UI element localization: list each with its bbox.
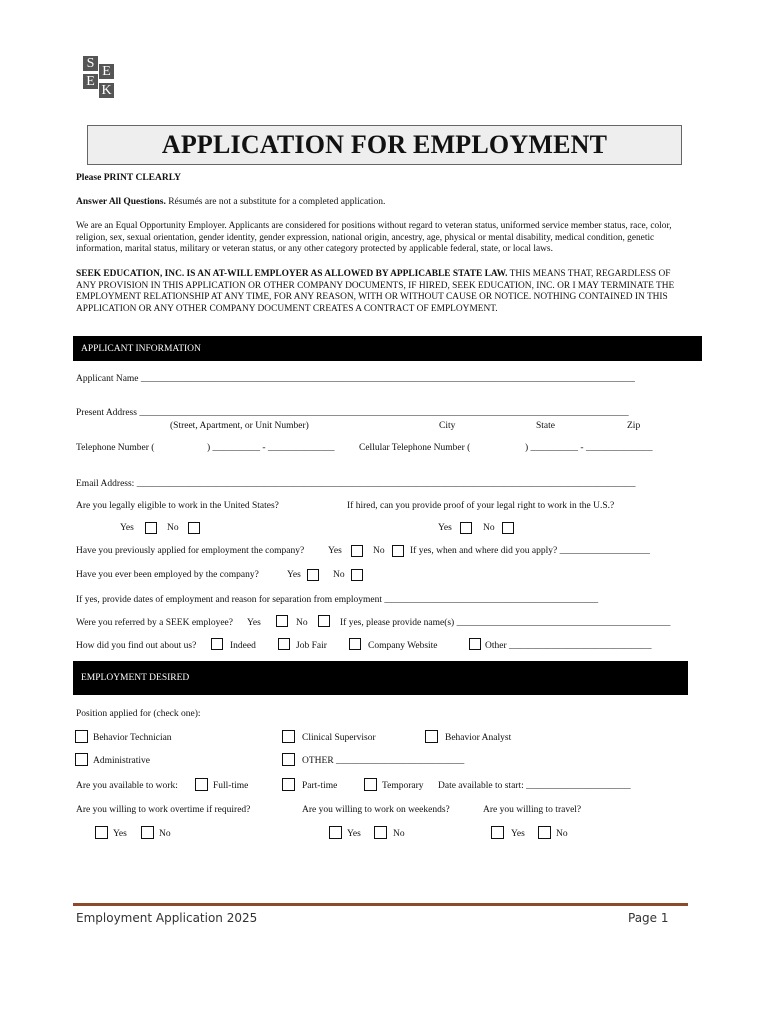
position-question: Position applied for (check one): [76,709,201,719]
company-website-checkbox[interactable] [349,638,361,650]
indeed-checkbox[interactable] [211,638,223,650]
weekends-question: Are you willing to work on weekends? [302,805,450,815]
zip-hint: Zip [627,421,641,431]
logo-letter: E [83,74,98,89]
answer-all-note [76,196,385,208]
telephone-label: Telephone Number ( [76,443,155,453]
clinical-supervisor-label: Clinical Supervisor [302,733,376,743]
answer-all-bold: Answer All Questions. [76,197,166,207]
temporary-checkbox[interactable] [364,778,377,791]
behavior-technician-label: Behavior Technician [93,733,172,743]
weekends-yes-label: Yes [347,829,361,839]
email-field[interactable]: Email Address: _________________________________________________________________________________________________________ [76,479,636,489]
jobfair-checkbox[interactable] [278,638,290,650]
logo-letter: E [99,64,114,79]
previously-yes-checkbox[interactable] [351,545,363,557]
availability-question: Are you available to work: [76,781,178,791]
eligible-yes-checkbox[interactable] [145,522,157,534]
referred-yes-label: Yes [247,618,261,628]
applicant-info-header [73,336,702,361]
weekends-yes-checkbox[interactable] [329,826,342,839]
present-address-field[interactable]: Present Address _______________________________________________________________________________________________________ [76,408,629,418]
previously-no-label: No [373,546,385,556]
proof-yes-label: Yes [438,523,452,533]
section-title: EMPLOYMENT DESIRED [81,673,190,683]
title-box [87,125,682,165]
eligible-yes-label: Yes [120,523,134,533]
travel-yes-label: Yes [511,829,525,839]
employed-yes-label: Yes [287,570,301,580]
proof-no-label: No [483,523,495,533]
section-title: APPLICANT INFORMATION [81,343,201,354]
employed-yes-checkbox[interactable] [307,569,319,581]
administrative-checkbox[interactable] [75,753,88,766]
full-time-checkbox[interactable] [195,778,208,791]
part-time-label: Part-time [302,781,338,791]
state-hint: State [536,421,555,431]
previously-applied-question: Have you previously applied for employment the company? [76,546,305,556]
eligible-question: Are you legally eligible to work in the United States? [76,501,279,511]
travel-no-checkbox[interactable] [538,826,551,839]
administrative-label: Administrative [93,756,150,766]
at-will-rest: THIS MEANS THAT, REGARDLESS OF ANY PROVISION IN THIS APPLICATION OR OTHER COMPANY DOCUMENTS, IF HIRED, SEEK EDUCATION, INC. OR I MAY TERMINATE THE EMPLOYMENT RELATIONSHIP AT ANY TIME, FOR ANY REASON, WITH OR WITHOUT CAUSE OR NOTICE. NOTHING CONTAINED IN THIS APPLICATION OR ANY OTHER COMPANY DOCUMENT CREATES A CONTRACT OF EMPLOYMENT. [76,269,675,314]
employment-dates-field[interactable]: If yes, provide dates of employment and reason for separation from employment _____________________________________________ [76,595,599,605]
previously-yes-label: Yes [328,546,342,556]
page-title: APPLICATION FOR EMPLOYMENT [161,130,608,159]
referred-no-label: No [296,618,308,628]
weekends-no-checkbox[interactable] [374,826,387,839]
weekends-no-label: No [393,829,405,839]
at-will-bold: SEEK EDUCATION, INC. IS AN AT-WILL EMPLOYER AS ALLOWED BY APPLICABLE STATE LAW. [76,269,508,279]
footer-divider [73,903,688,906]
applicant-name-field[interactable]: Applicant Name ________________________________________________________________________________________________________ [76,374,635,384]
eeo-statement: We are an Equal Opportunity Employer. Applicants are considered for positions without regard to veteran status, uniformed service member status, race, color, religion, sex, sexual orientation, gender identity, gender expression, national origin, ancestry, age, physical or mental disability, medical condition, genetic information, marital status, military or veteran status, or any other category protected by applicable federal, state, or local laws. [76,221,672,255]
at-will-statement [76,269,688,315]
behavior-technician-checkbox[interactable] [75,730,88,743]
overtime-no-label: No [159,829,171,839]
employed-no-label: No [333,570,345,580]
employment-desired-header [73,661,688,695]
print-clearly-note: Please PRINT CLEARLY [76,173,182,183]
proof-question: If hired, can you provide proof of your legal right to work in the U.S.? [347,501,615,511]
jobfair-label: Job Fair [296,641,327,651]
referred-question: Were you referred by a SEEK employee? [76,618,233,628]
page-number: Page 1 [628,911,669,925]
indeed-label: Indeed [230,641,256,651]
other-position-field[interactable]: OTHER ___________________________ [302,756,465,766]
full-time-label: Full-time [213,781,249,791]
cell-field[interactable]: ) __________ - ______________ [525,443,653,453]
proof-yes-checkbox[interactable] [460,522,472,534]
referred-no-checkbox[interactable] [318,615,330,627]
employed-question: Have you ever been employed by the company? [76,570,259,580]
street-hint: (Street, Apartment, or Unit Number) [170,421,309,431]
clinical-supervisor-checkbox[interactable] [282,730,295,743]
behavior-analyst-label: Behavior Analyst [445,733,512,743]
overtime-yes-label: Yes [113,829,127,839]
logo-letter: S [83,56,98,71]
company-website-label: Company Website [368,641,438,651]
previously-when-field[interactable]: If yes, when and where did you apply? ___________________ [410,546,650,556]
telephone-field[interactable]: ) __________ - ______________ [207,443,335,453]
other-position-checkbox[interactable] [282,753,295,766]
logo-letter: K [99,83,114,98]
overtime-question: Are you willing to work overtime if required? [76,805,251,815]
travel-question: Are you willing to travel? [483,805,582,815]
other-source-checkbox[interactable] [469,638,481,650]
eligible-no-checkbox[interactable] [188,522,200,534]
previously-no-checkbox[interactable] [392,545,404,557]
eligible-no-label: No [167,523,179,533]
travel-no-label: No [556,829,568,839]
answer-all-rest: Résumés are not a substitute for a completed application. [165,197,386,207]
referred-yes-checkbox[interactable] [276,615,288,627]
city-hint: City [439,421,456,431]
overtime-yes-checkbox[interactable] [95,826,108,839]
behavior-analyst-checkbox[interactable] [425,730,438,743]
referred-names-field[interactable]: If yes, please provide name(s) _____________________________________________ [340,618,671,628]
date-available-field[interactable]: Date available to start: ______________________ [438,781,631,791]
travel-yes-checkbox[interactable] [491,826,504,839]
proof-no-checkbox[interactable] [502,522,514,534]
footer-title: Employment Application 2025 [76,911,258,925]
part-time-checkbox[interactable] [282,778,295,791]
find-out-question: How did you find out about us? [76,641,197,651]
cell-label: Cellular Telephone Number ( [359,443,471,453]
overtime-no-checkbox[interactable] [141,826,154,839]
temporary-label: Temporary [382,781,424,791]
employed-no-checkbox[interactable] [351,569,363,581]
other-source-field[interactable]: Other ______________________________ [485,641,652,651]
